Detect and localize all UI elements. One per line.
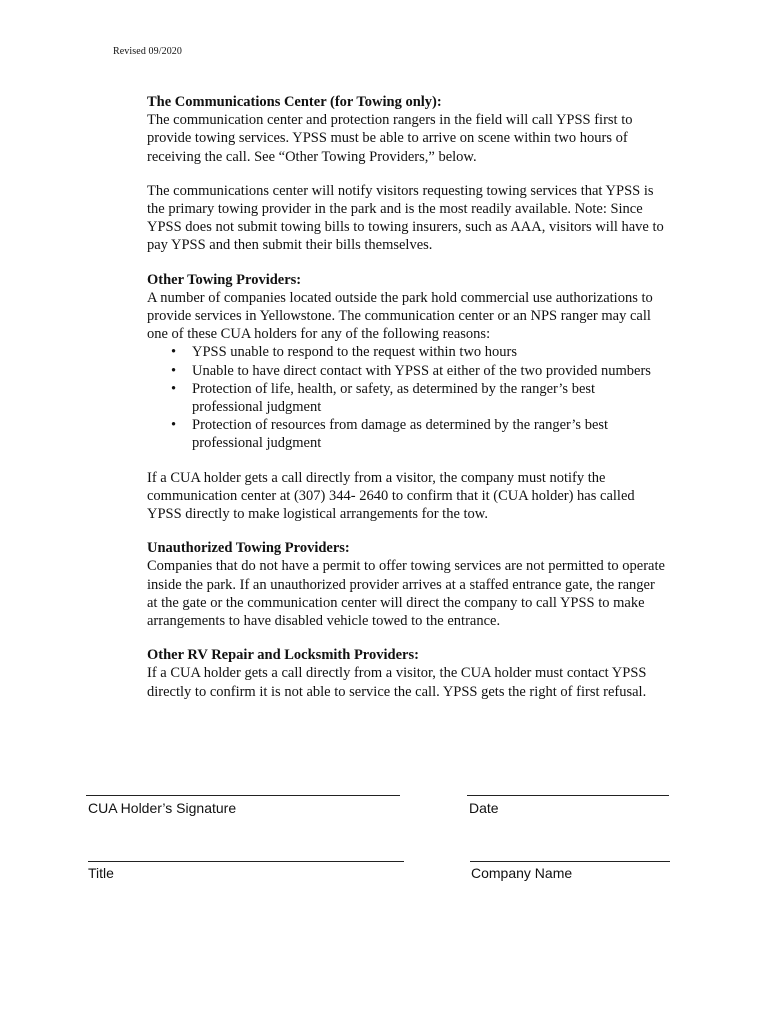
list-item-text: Protection of life, health, or safety, as determined by the ranger’s best professional judgment	[192, 380, 596, 416]
paragraph: If a CUA holder gets a call directly from a visitor, the company must notify the communication center at (307) 344- 2640 to confirm that it (CUA holder) has called YPSS directly to make logistical arrangements for the tow.	[147, 469, 635, 523]
list-item-text: Protection of resources from damage as determined by the ranger’s best professional judgment	[192, 417, 609, 452]
reasons-list	[147, 343, 667, 452]
company-name-label: Company Name	[471, 865, 573, 881]
date-label: Date	[469, 800, 499, 816]
company-name-line[interactable]	[470, 861, 670, 862]
paragraph: Companies that do not have a permit to offer towing services are not permitted to operate inside the park. If an unauthorized provider arrives at a staffed entrance gate, the ranger at the gate or the communication center will direct the company to call YPSS to make arrangements to have disabled vehicle towed to the entrance.	[147, 558, 665, 630]
section-heading: Other Towing Providers:	[147, 271, 302, 288]
section-heading: Unauthorized Towing Providers:	[147, 540, 350, 557]
bullet-icon: •	[171, 380, 177, 397]
section-communications-center	[147, 93, 667, 255]
section-other-towing-providers	[147, 271, 667, 524]
section-unauthorized-towing-providers	[147, 539, 667, 630]
section-heading: The Communications Center (for Towing only):	[147, 94, 442, 110]
signature-label: CUA Holder’s Signature	[88, 800, 237, 816]
list-item-text: YPSS unable to respond to the request within two hours	[192, 344, 518, 361]
list-item	[171, 362, 667, 380]
document-body	[147, 93, 667, 717]
bullet-icon: •	[171, 344, 177, 361]
signature-line[interactable]	[86, 795, 400, 796]
section-rv-repair-locksmith	[147, 646, 667, 701]
paragraph: A number of companies located outside the park hold commercial use authorizations to provide services in Yellowstone. The communication center or an NPS ranger may call one of these CUA holders for any of the following reasons:	[147, 289, 653, 343]
paragraph: The communications center will notify visitors requesting towing services that YPSS is the primary towing provider in the park and is the most readily available. Note: Since YPSS does not submit towing bills to towing insurers, such as AAA, visitors will have to pay YPSS and then submit their bills themselves.	[147, 182, 664, 254]
list-item	[171, 343, 667, 361]
list-item-text: Unable to have direct contact with YPSS at either of the two provided numbers	[192, 362, 651, 379]
paragraph: The communication center and protection rangers in the field will call YPSS first to provide towing services. YPSS must be able to arrive on scene within two hours of receiving the call. See “Other Towing Providers,” below.	[147, 112, 633, 165]
revision-date: Revised 09/2020	[113, 46, 182, 57]
bullet-icon: •	[171, 362, 177, 379]
paragraph: If a CUA holder gets a call directly from a visitor, the CUA holder must contact YPSS directly to confirm it is not able to service the call. YPSS gets the right of first refusal.	[147, 665, 647, 700]
list-item	[171, 380, 667, 416]
title-line[interactable]	[88, 861, 404, 862]
title-label: Title	[88, 865, 114, 881]
bullet-icon: •	[171, 417, 177, 434]
section-heading: Other RV Repair and Locksmith Providers:	[147, 647, 419, 664]
list-item	[171, 416, 667, 452]
date-line[interactable]	[467, 795, 669, 796]
